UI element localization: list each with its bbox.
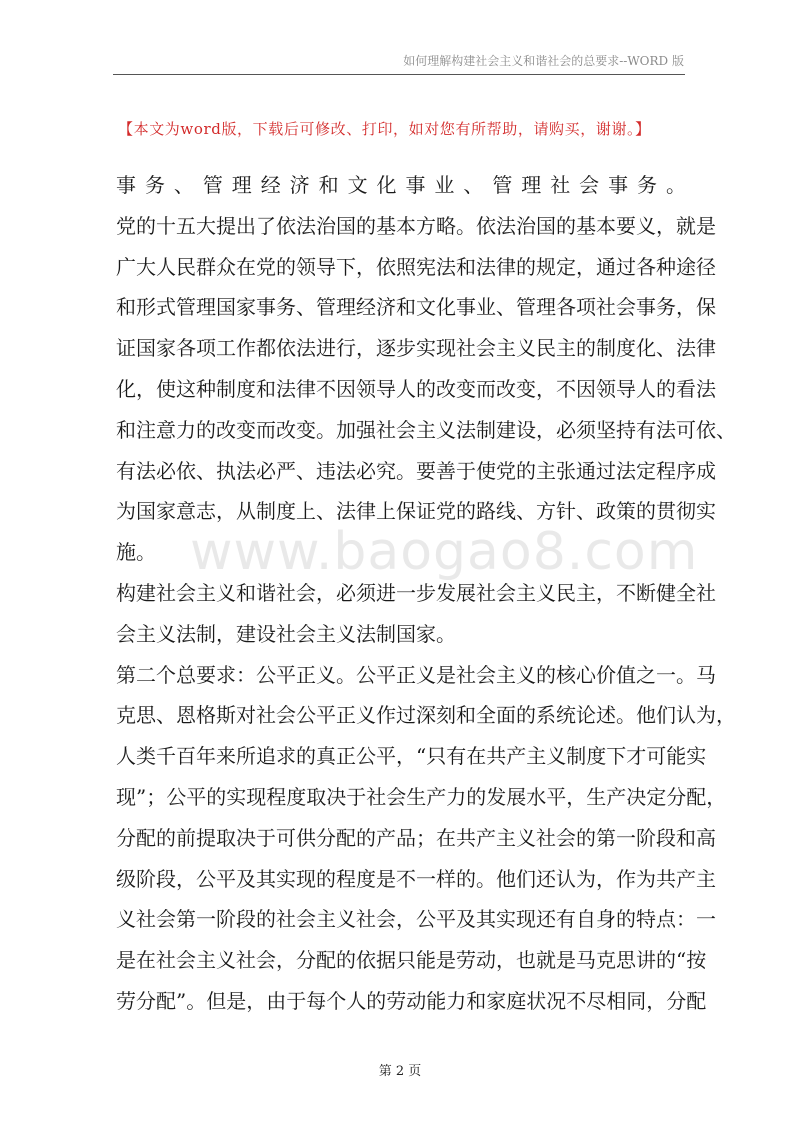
body-line: 会主义法制，建设社会主义法制国家。 bbox=[116, 621, 456, 646]
body-line: 证国家各项工作都依法进行，逐步实现社会主义民主的制度化、法律 bbox=[116, 336, 716, 361]
body-line: 克思、恩格斯对社会公平正义作过深刻和全面的系统论述。他们认为， bbox=[116, 703, 736, 728]
body-line: 和注意力的改变而改变。加强社会主义法制建设，必须坚持有法可依、 bbox=[116, 417, 736, 442]
body-line: 级阶段，公平及其实现的程度是不一样的。他们还认为，作为共产主 bbox=[116, 866, 716, 891]
body-line: 是在社会主义社会，分配的依据只能是劳动，也就是马克思讲的“按 bbox=[116, 948, 707, 973]
body-line: 分配的前提取决于可供分配的产品；在共产主义社会的第一阶段和高 bbox=[116, 825, 716, 850]
body-line: 党的十五大提出了依法治国的基本方略。依法治国的基本要义，就是 bbox=[116, 213, 716, 238]
header-divider bbox=[113, 74, 685, 75]
body-line: 劳分配”。但是，由于每个人的劳动能力和家庭状况不尽相同，分配 bbox=[116, 988, 707, 1013]
body-line: 广大人民群众在党的领导下，依照宪法和法律的规定，通过各种途径 bbox=[116, 254, 716, 279]
body-line: 施。 bbox=[116, 540, 156, 565]
page-header-title: 如何理解构建社会主义和谐社会的总要求--WORD 版 bbox=[403, 54, 684, 68]
body-line: 为国家意志，从制度上、法律上保证党的路线、方针、政策的贯彻实 bbox=[116, 499, 716, 524]
body-line: 义社会第一阶段的社会主义社会，公平及其实现还有自身的特点：一 bbox=[116, 907, 716, 932]
body-line: 现”；公平的实现程度取决于社会生产力的发展水平，生产决定分配， bbox=[116, 784, 727, 809]
body-line: 化，使这种制度和法律不因领导人的改变而改变，不因领导人的看法 bbox=[116, 376, 716, 401]
body-line: 有法必依、执法必严、违法必究。要善于使党的主张通过法定程序成 bbox=[116, 458, 716, 483]
document-body bbox=[116, 165, 736, 1022]
body-line: 和形式管理国家事务、管理经济和文化事业、管理各项社会事务，保 bbox=[116, 295, 716, 320]
body-line: 第二个总要求：公平正义。公平正义是社会主义的核心价值之一。马 bbox=[116, 662, 716, 687]
body-line: 构建社会主义和谐社会，必须进一步发展社会主义民主，不断健全社 bbox=[116, 580, 716, 605]
body-line: 事务、管理经济和文化事业、管理社会事务。 bbox=[116, 173, 686, 197]
page-number: 第 2 页 bbox=[378, 1064, 422, 1079]
body-line: 人类千百年来所追求的真正公平，“只有在共产主义制度下才可能实 bbox=[116, 744, 707, 769]
watermark: www.baogao8.com bbox=[190, 522, 699, 582]
download-notice: 【本文为word版，下载后可修改、打印，如对您有所帮助，请购买，谢谢。】 bbox=[118, 120, 651, 138]
